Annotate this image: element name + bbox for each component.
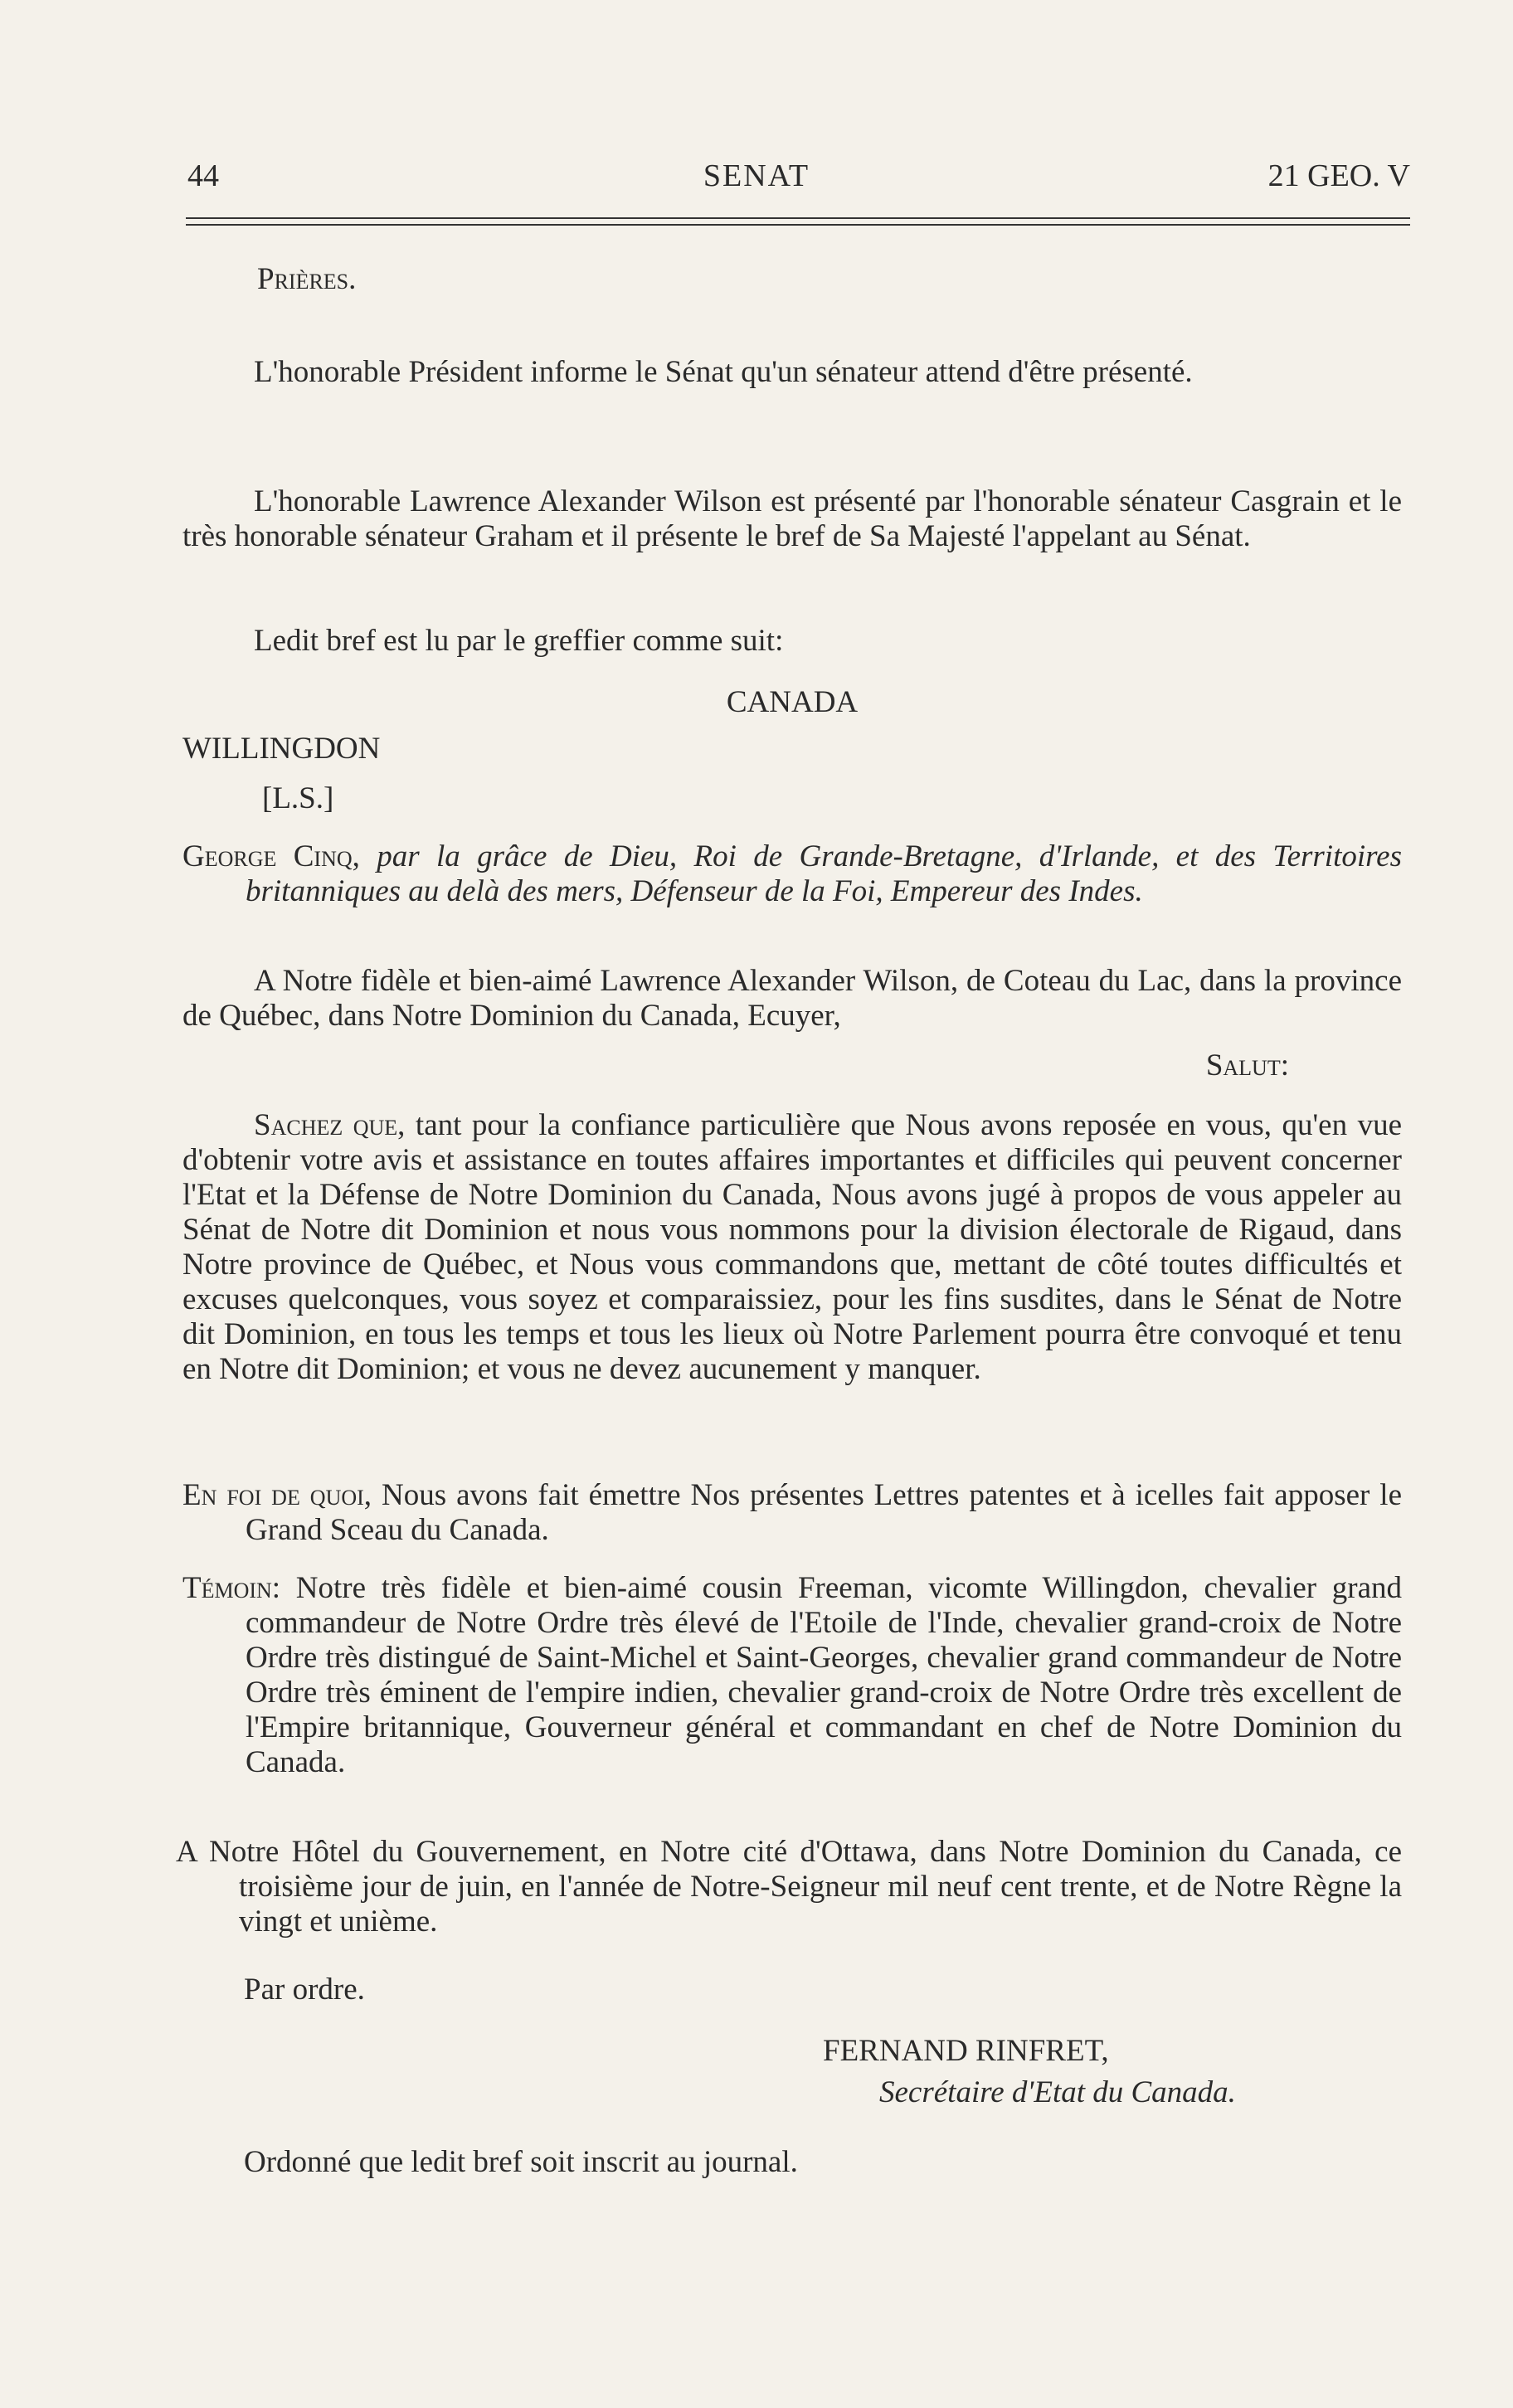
en-foi-paragraph xyxy=(182,1478,1402,1548)
temoin-paragraph xyxy=(182,1571,1402,1780)
address-paragraph: A Notre fidèle et bien-aimé Lawrence Alexander Wilson, de Coteau du Lac, dans la province de Québec, dans Notre Dominion du Canada, Ecuyer, xyxy=(182,964,1402,1033)
prieres-heading: Prières. xyxy=(257,262,357,296)
temoin-lead: Témoin: xyxy=(182,1571,281,1605)
ordonne-paragraph: Ordonné que ledit bref soit inscrit au journal. xyxy=(244,2145,798,2179)
reign-label: 21 GEO. V xyxy=(1267,158,1410,193)
page-number: 44 xyxy=(187,158,219,193)
paragraph-president: L'honorable Président informe le Sénat qu'un sénateur attend d'être présenté. xyxy=(254,355,1193,389)
canada-heading: CANADA xyxy=(726,685,859,719)
temoin-text: Notre très fidèle et bien-aimé cousin Freeman, vicomte Willingdon, chevalier grand commandeur de Notre Ordre très élevé de l'Etoile de l'Inde, chevalier grand-croix de Notre Ordre très distingué de Saint-Michel et Saint-Georges, chevalier grand commandeur de Notre Ordre très éminent de l'empire indien, chevalier grand-croix de Notre Ordre très excellent de l'Empire britannique, Gouverneur général et commandant en chef de Notre Dominion du Canada. xyxy=(246,1571,1403,1779)
signature-name: FERNAND RINFRET, xyxy=(823,2034,1109,2068)
signature-title: Secrétaire d'Etat du Canada. xyxy=(879,2075,1236,2109)
sachez-text: tant pour la confiance particulière que Nous avons reposée en vous, qu'en vue d'obtenir votre avis et assistance en toutes affaires importantes et difficiles qui peuvent concerner l'Etat et la Défense de Notre Dominion du Canada, Nous avons jugé à propos de vous appeler au Sénat de Notre dit Dominion et nous vous nommons pour la division électorale de Rigaud, dans Notre province de Québec, et Nous vous commandons que, mettant de côté toutes difficultés et excuses quelconques, vous soyez et comparaissiez, pour les fins susdites, dans le Sénat de Notre dit Dominion, en tous les temps et tous les lieux où Notre Parlement pourra être convoqué et tenu en Notre dit Dominion; et vous ne devez aucunement y manquer. xyxy=(182,1108,1403,1386)
george-name: George Cinq, xyxy=(182,839,360,873)
en-foi-text: Nous avons fait émettre Nos présentes Lettres patentes et à icelles fait apposer le Grand Sceau du Canada. xyxy=(246,1478,1403,1547)
en-foi-lead: En foi de quoi, xyxy=(182,1478,372,1512)
hotel-paragraph: A Notre Hôtel du Gouvernement, en Notre cité d'Ottawa, dans Notre Dominion du Canada, ce troisième jour de juin, en l'année de Notre-Seigneur mil neuf cent trente, et de Notre Règne la vingt et unième. xyxy=(176,1835,1402,1939)
par-ordre: Par ordre. xyxy=(244,1973,365,2007)
royal-title xyxy=(182,839,1402,909)
header-rule-bottom xyxy=(186,224,1410,226)
paragraph-ledit-bref: Ledit bref est lu par le greffier comme suit: xyxy=(254,624,784,658)
willingdon-signature: WILLINGDON xyxy=(182,732,381,766)
paragraph-presentation: L'honorable Lawrence Alexander Wilson est présenté par l'honorable sénateur Casgrain et le très honorable sénateur Graham et il présente le bref de Sa Majesté l'appelant au Sénat. xyxy=(182,484,1402,553)
header-rule-top xyxy=(186,217,1410,219)
george-styles: par la grâce de Dieu, Roi de Grande-Bretagne, d'Irlande, et des Territoires britanniques au delà des mers, Défenseur de la Foi, Empereur des Indes. xyxy=(246,839,1402,908)
sachez-lead: Sachez que, xyxy=(254,1108,406,1142)
running-title: SENAT xyxy=(703,158,810,193)
seal-mark: [L.S.] xyxy=(262,781,334,815)
salut-greeting: Salut: xyxy=(1205,1048,1289,1082)
sachez-paragraph xyxy=(182,1108,1402,1387)
